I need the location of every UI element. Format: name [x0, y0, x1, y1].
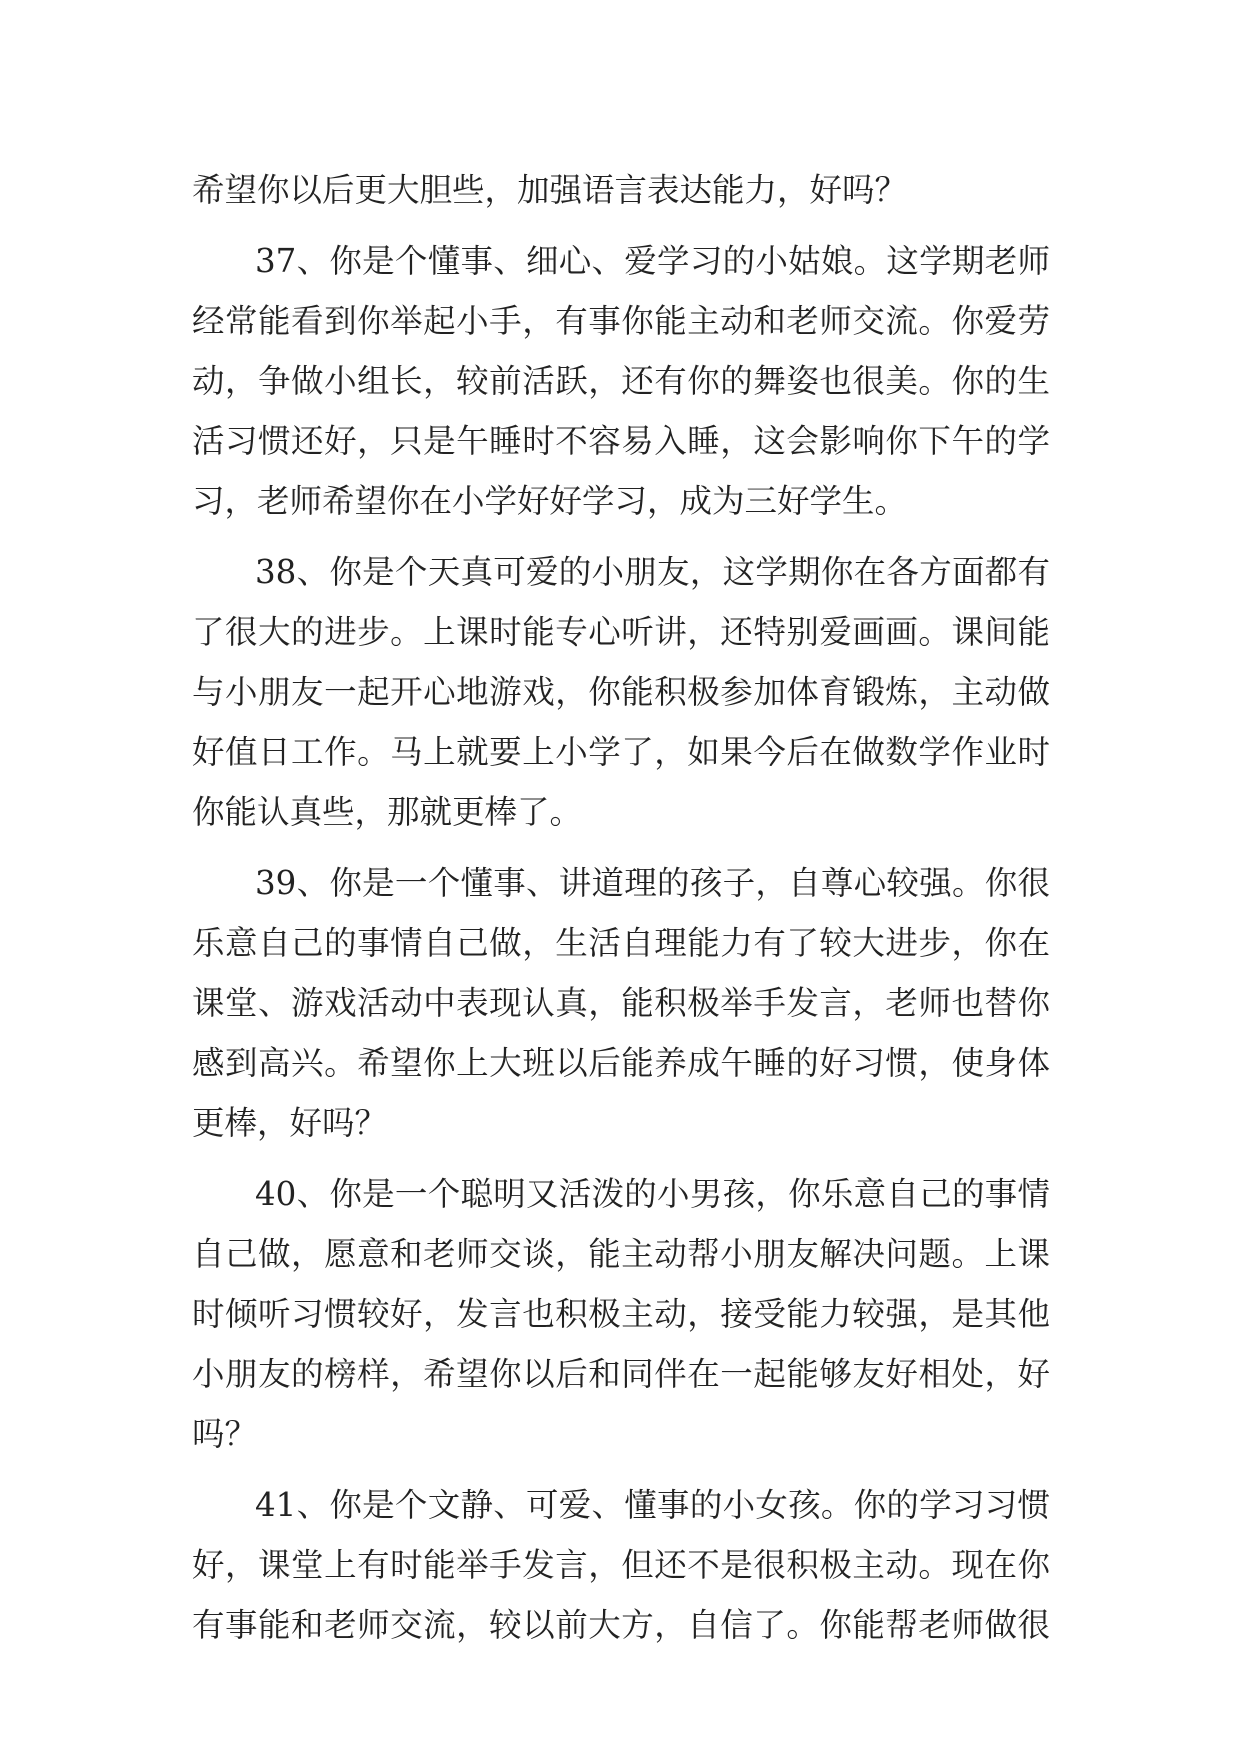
text-line: 好值日工作。马上就要上小学了，如果今后在做数学作业时: [192, 733, 1050, 771]
text-line: 更棒，好吗？: [192, 1104, 388, 1142]
text-line: 与小朋友一起开心地游戏，你能积极参加体育锻炼，主动做: [192, 673, 1050, 711]
text-line: 希望你以后更大胆些，加强语言表达能力，好吗？: [192, 171, 908, 209]
text-line: 课堂、游戏活动中表现认真，能积极举手发言，老师也替你: [192, 984, 1050, 1022]
paragraph-37: [192, 231, 1050, 531]
text-line: 活习惯还好，只是午睡时不容易入睡，这会影响你下午的学: [192, 422, 1050, 460]
paragraph-41: [192, 1475, 1050, 1655]
text-line: 38、你是个天真可爱的小朋友，这学期你在各方面都有: [255, 553, 1050, 591]
text-line: 自己做，愿意和老师交谈，能主动帮小朋友解决问题。上课: [192, 1235, 1050, 1273]
text-line: 时倾听习惯较好，发言也积极主动，接受能力较强，是其他: [192, 1295, 1050, 1333]
text-line: 40、你是一个聪明又活泼的小男孩，你乐意自己的事情: [255, 1175, 1050, 1213]
paragraph-38: [192, 542, 1050, 842]
text-line: 39、你是一个懂事、讲道理的孩子，自尊心较强。你很: [255, 864, 1050, 902]
text-line: 动，争做小组长，较前活跃，还有你的舞姿也很美。你的生: [192, 362, 1050, 400]
text-line: 有事能和老师交流，较以前大方，自信了。你能帮老师做很: [192, 1606, 1050, 1644]
text-line: 感到高兴。希望你上大班以后能养成午睡的好习惯，使身体: [192, 1044, 1050, 1082]
text-line: 乐意自己的事情自己做，生活自理能力有了较大进步，你在: [192, 924, 1050, 962]
paragraph-39: [192, 853, 1050, 1153]
paragraph-36-tail: [192, 160, 1050, 220]
text-line: 小朋友的榜样，希望你以后和同伴在一起能够友好相处，好: [192, 1355, 1050, 1393]
document-body: [192, 160, 1050, 1655]
text-line: 41、你是个文静、可爱、懂事的小女孩。你的学习习惯: [255, 1486, 1050, 1524]
text-line: 吗？: [192, 1415, 258, 1453]
text-line: 经常能看到你举起小手，有事你能主动和老师交流。你爱劳: [192, 302, 1050, 340]
paragraph-40: [192, 1164, 1050, 1464]
text-line: 37、你是个懂事、细心、爱学习的小姑娘。这学期老师: [255, 242, 1050, 280]
text-line: 你能认真些，那就更棒了。: [192, 793, 583, 831]
text-line: 好，课堂上有时能举手发言，但还不是很积极主动。现在你: [192, 1546, 1050, 1584]
text-line: 了很大的进步。上课时能专心听讲，还特别爱画画。课间能: [192, 613, 1050, 651]
text-line: 习，老师希望你在小学好好学习，成为三好学生。: [192, 482, 908, 520]
